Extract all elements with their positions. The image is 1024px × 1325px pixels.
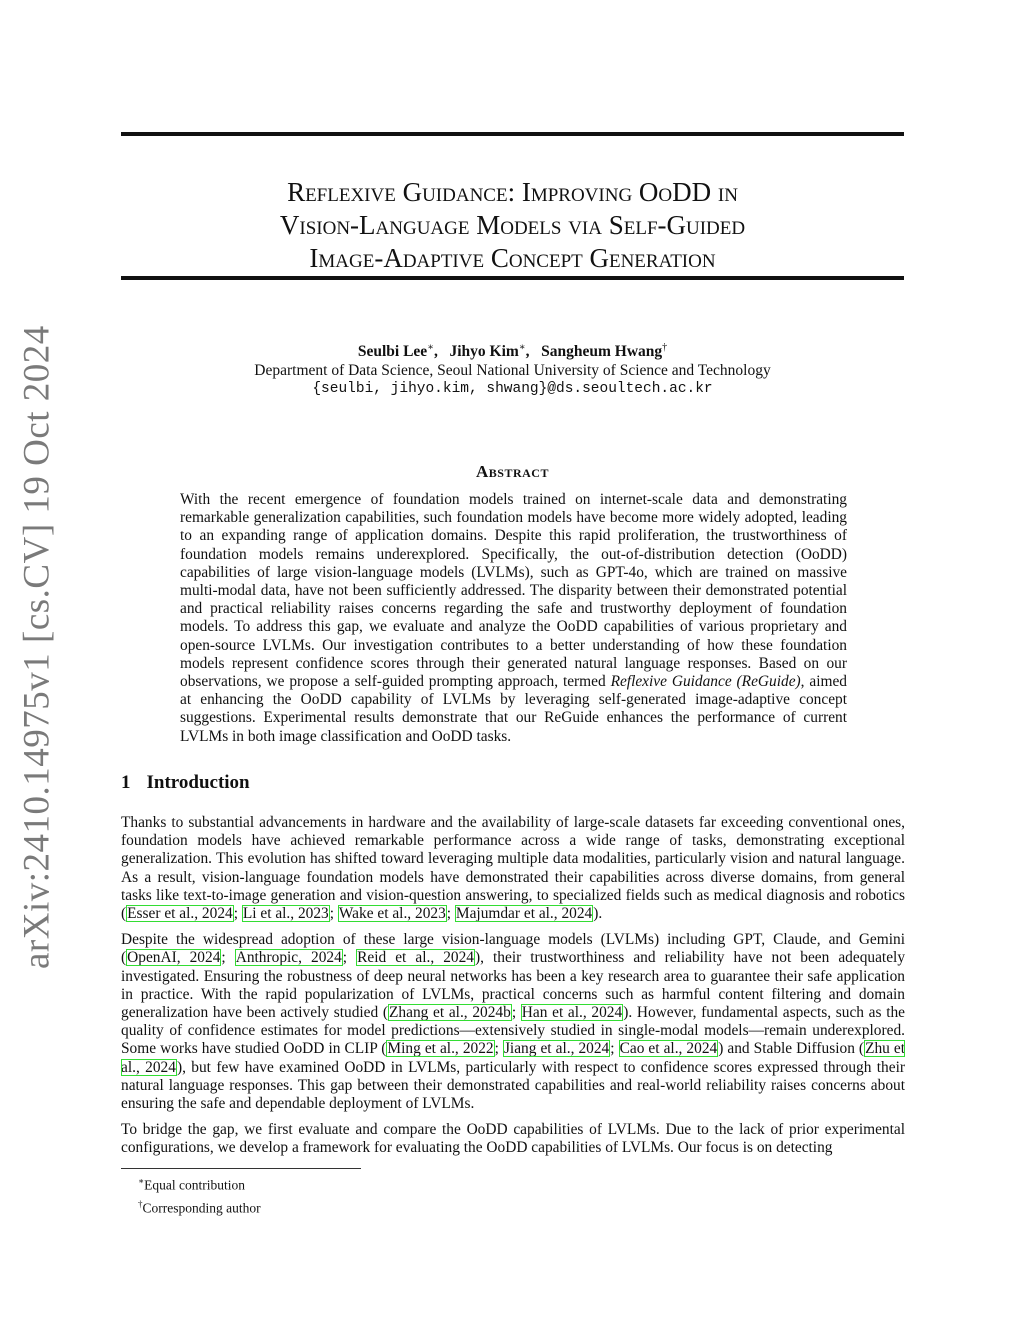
citation-link[interactable]: Ming et al., 2022 [387, 1040, 494, 1058]
author-emails: {seulbi, jihyo.kim, shwang}@ds.seoultech.ac.kr [312, 381, 713, 398]
intro-p2-e: ), but few have examined OoDD in LVLMs, particularly with respect to confidence scores expressed through their natural language responses. This gap between their demonstrated capabilities and real-world reliability raises concerns about ensuring the safe and dependable deployment of LVLMs. [121, 1058, 905, 1113]
intro-paragraph-1: Thanks to substantial advancements in hardware and the availability of large-scale datasets far exceeding conventional ones, foundation models have achieved remarkable performance across a wide range of tasks, demonstrating exceptional generalization. This evolution has shifted toward leveraging multiple data modalities, particularly vision and natural language. As a result, vision-language foundation models have demonstrated their capabilities across diverse domains, from general tasks like text-to-image generation and vision-question answering, to specialized fields such as medical diagnosis and robotics (Esser et al., 2024; Li et al., 2023; Wake et al., 2023; Majumdar et al., 2024). [121, 814, 905, 923]
abstract-method-name: Reflexive Guidance (ReGuide) [610, 673, 801, 691]
citation-link[interactable]: Zhu et al., 2024 [121, 1040, 906, 1076]
intro-p2-b: ), their trustworthiness and reliability have not been adequately investigated. Ensuring the robustness of deep neural networks has been a key research area to guarantee their safe application in practice. With the rapid popularization of LVLMs, practical concerns such as harmful content filtering and domain generalization have been actively studied ( [121, 949, 906, 1022]
author-names: Seulbi Lee∗, Jihyo Kim∗, Sangheum Hwang† [357, 342, 668, 361]
abstract-part-1: With the recent emergence of foundation models trained on internet-scale data and demonstrating remarkable generalization capabilities, such foundation models have become more widely adopted, leading to an expanding range of application domains. Despite this rapid proliferation, the trustworthiness of foundation models remains underexplored. Specifically, the out-of-distribution detection (OoDD) capabilities of large vision-language models (LVLMs), such as GPT-4o, which are trained on massive multi-modal data, have not been sufficiently addressed. The disparity between their demonstrated potential and practical reliability raises concerns regarding the safe and trustworthy deployment of foundation models. To address this gap, we evaluate and analyze the OoDD capabilities of various proprietary and open-source LVLMs. Our investigation contributes to a better understanding of how these foundation models represent confidence scores through their generated natural language responses. Based on our observations, we propose a self-guided prompting approach, termed [180, 491, 847, 691]
citation-link[interactable]: Li et al., 2023 [242, 905, 329, 923]
author-3-mark: † [662, 342, 668, 353]
citation-link[interactable]: Majumdar et al., 2024 [455, 905, 593, 923]
title-top-rule [121, 132, 904, 136]
title-line-3: Image-Adaptive Concept Generation [309, 243, 716, 274]
abstract-heading: Abstract [476, 462, 549, 481]
arxiv-identifier: arXiv:2410.14975v1 [cs.CV] 19 Oct 2024 [16, 325, 58, 969]
title-line-2: Vision-Language Models via Self-Guided [279, 210, 746, 241]
footnote-divider [121, 1168, 361, 1169]
footnote-2-text: Corresponding author [142, 1200, 261, 1215]
author-2: Jihyo Kim [449, 343, 519, 361]
footnote-1-text: Equal contribution [144, 1177, 245, 1193]
intro-p2-c: ). However, fundamental aspects, such as the quality of confidence estimates for model predictions—extensively studied in single-modal models—remain underexplored. Some works have studied OoDD in CLIP ( [121, 1004, 905, 1058]
footnote-2 [138, 1195, 261, 1218]
paper-title [121, 176, 904, 275]
footnotes [138, 1172, 261, 1217]
citation-link[interactable]: Reid et al., 2024 [357, 949, 474, 967]
intro-paragraph-3: To bridge the gap, we first evaluate and compare the OoDD capabilities of LVLMs. Due to the lack of prior experimental configurations, we develop a framework for evaluating the OoDD capabilities of LVLMs. Our focus is on detecting [121, 1121, 905, 1157]
citation-link[interactable]: Cao et al., 2024 [619, 1040, 718, 1058]
affiliation: Department of Data Science, Seoul National University of Science and Technology [254, 362, 771, 380]
citation-link[interactable]: Zhang et al., 2024b [389, 1004, 511, 1022]
author-3: Sangheum Hwang [541, 343, 663, 361]
abstract-text [180, 491, 847, 746]
footnote-1-mark: ∗ [138, 1176, 145, 1186]
author-2-mark: ∗ [518, 342, 526, 353]
intro-p2-a: Despite the widespread adoption of these large vision-language models (LVLMs) including GPT, Claude, and Gemini ( [121, 931, 905, 967]
footnote-2-mark: † [138, 1198, 143, 1209]
abstract-part-2: , aimed at enhancing the OoDD capability of LVLMs by leveraging self-generated image-adaptive concept suggestions. Experimental results demonstrate that our ReGuide enhances the performance of current LVLMs in both image classification and OoDD tasks. [180, 673, 847, 745]
citation-link[interactable]: Anthropic, 2024 [235, 949, 342, 967]
citation-link[interactable]: OpenAI, 2024 [127, 949, 221, 967]
introduction-body [121, 814, 905, 1166]
intro-p2-d: ) and Stable Diffusion ( [718, 1040, 865, 1058]
title-line-1: Reflexive Guidance: Improving OoDD in [287, 177, 738, 208]
citation-link[interactable]: Wake et al., 2023 [338, 905, 446, 923]
section-number: 1 [121, 772, 131, 793]
author-1: Seulbi Lee [357, 343, 428, 361]
author-1-mark: ∗ [427, 342, 434, 353]
citation-link[interactable]: Jiang et al., 2024 [503, 1040, 610, 1058]
intro-paragraph-2: Despite the widespread adoption of these large vision-language models (LVLMs) including GPT, Claude, and Gemini (OpenAI, 2024; Anthropic, 2024; Reid et al., 2024), their trustworthiness and reliability have not been adequately investigated. Ensuring the robustness of deep neural networks has been a key research area to guarantee their safe application in practice. With the rapid popularization of LVLMs, practical concerns such as harmful content filtering and domain generalization have been actively studied (Zhang et al., 2024b; Han et al., 2024). However, fundamental aspects, such as the quality of confidence estimates for model predictions—extensively studied in single-modal models—remain underexplored. Some works have studied OoDD in CLIP (Ming et al., 2022; Jiang et al., 2024; Cao et al., 2024) and Stable Diffusion (Zhu et al., 2024), but few have examined OoDD in LVLMs, particularly with respect to confidence scores expressed through their natural language responses. This gap between their demonstrated capabilities and real-world reliability raises concerns about ensuring the safe and dependable deployment of LVLMs. [121, 931, 906, 1113]
citation-link[interactable]: Han et al., 2024 [521, 1004, 623, 1022]
intro-p1-text: Thanks to substantial advancements in hardware and the availability of large-scale datasets far exceeding conventional ones, foundation models have achieved remarkable performance across a wide range of tasks, demonstrating exceptional generalization. This evolution has shifted toward leveraging multiple data modalities, particularly vision and natural language. As a result, vision-language foundation models have demonstrated their capabilities across diverse domains, from general tasks like text-to-image generation and vision-question answering, to specialized fields such as medical diagnosis and robotics ( [121, 814, 905, 923]
intro-p1-end: ). [593, 905, 603, 923]
section-heading-introduction [121, 772, 250, 794]
citation-link[interactable]: Esser et al., 2024 [127, 905, 233, 923]
author-block [121, 338, 904, 399]
title-bottom-rule [121, 276, 904, 280]
section-title: Introduction [146, 772, 250, 793]
footnote-1 [138, 1172, 261, 1195]
